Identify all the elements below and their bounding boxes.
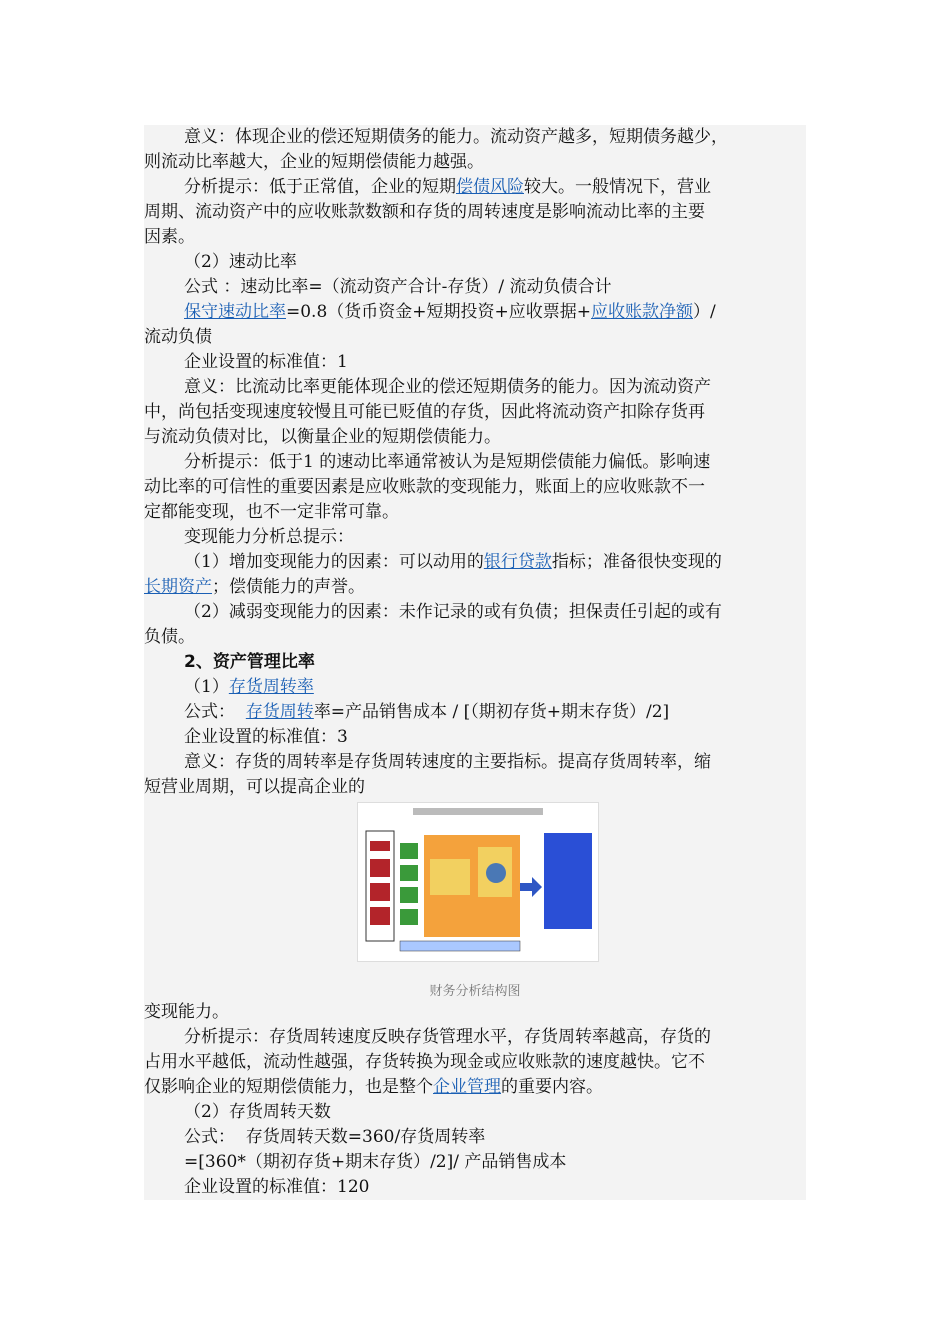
text-line [144, 1075, 806, 1100]
text-line: 企业设置的标准值：120 [184, 1177, 370, 1197]
text-line: 变现能力分析总提示： [184, 527, 354, 547]
text-line: 分析提示：低于1 的速动比率通常被认为是短期偿债能力偏低。影响速 [184, 452, 711, 472]
diagram-svg [358, 803, 598, 961]
formula-line [144, 700, 806, 725]
text-line: 中，尚包括变现速度较慢且可能已贬值的存货，因此将流动资产扣除存货再 [144, 402, 705, 422]
text-line: 企业设置的标准值：1 [184, 352, 348, 372]
formula-line: 公式 ：速动比率=（流动资产合计-存货）/ 流动负债合计 [184, 277, 612, 297]
link-conservative-quick-ratio[interactable]: 保守速动比率 [184, 302, 286, 322]
text-line: 定都能变现，也不一定非常可靠。 [144, 502, 399, 522]
text-line [144, 575, 806, 600]
text-line: 流动负债 [144, 327, 212, 347]
text-line: 意义：比流动比率更能体现企业的偿还短期债务的能力。因为流动资产 [184, 377, 711, 397]
document-body [144, 125, 806, 1200]
section-heading [144, 675, 806, 700]
text-span: ）/ [693, 302, 716, 322]
text-line: 分析提示：存货周转速度反映存货管理水平，存货周转率越高，存货的 [184, 1027, 711, 1047]
text-line: 企业设置的标准值：3 [184, 727, 348, 747]
link-debt-risk[interactable]: 偿债风险 [456, 177, 524, 197]
text-line: 意义：存货的周转率是存货周转速度的主要指标。提高存货周转率，缩 [184, 752, 711, 772]
text-line: （2）减弱变现能力的因素：未作记录的或有负债；担保责任引起的或有 [184, 602, 722, 622]
formula-line [144, 300, 806, 325]
link-long-term-assets[interactable]: 长期资产 [144, 577, 212, 597]
text-line [144, 175, 806, 200]
link-inventory-turnover[interactable]: 存货周转率 [228, 677, 314, 697]
figure-caption: 财务分析结构图 [429, 984, 521, 999]
text-span: 率=产品销售成本 / [（期初存货+期末存货）/2] [313, 702, 670, 722]
text-span: 的重要内容。 [501, 1077, 603, 1097]
text-span: （1）增加变现能力的因素：可以动用的 [184, 552, 484, 572]
text-line: 短营业周期，可以提高企业的 [144, 777, 365, 797]
text-span: 指标；准备很快变现的 [551, 552, 722, 572]
section-heading: （2）存货周转天数 [184, 1102, 331, 1122]
text-line: 与流动负债对比，以衡量企业的短期偿债能力。 [144, 427, 501, 447]
text-span: =0.8（货币资金+短期投资+应收票据+ [286, 302, 592, 322]
text-span: 公式： [184, 702, 246, 722]
text-span: ；偿债能力的声誉。 [212, 577, 365, 597]
section-heading: 2、资产管理比率 [184, 652, 315, 672]
text-line: 动比率的可信性的重要因素是应收账款的变现能力，账面上的应收账款不一 [144, 477, 705, 497]
text-span: 较大。一般情况下，营业 [524, 177, 711, 197]
text-line: 占用水平越低，流动性越强，存货转换为现金或应收账款的速度越快。它不 [144, 1052, 705, 1072]
text-line: 负债。 [144, 627, 195, 647]
link-net-receivables[interactable]: 应收账款净额 [591, 302, 694, 322]
text-span: 分析提示：低于正常值，企业的短期 [184, 177, 456, 197]
section-heading: （2）速动比率 [184, 252, 297, 272]
text-line: 变现能力。 [144, 1002, 229, 1022]
link-bank-loans[interactable]: 银行贷款 [483, 552, 552, 572]
link-enterprise-management[interactable]: 企业管理 [433, 1077, 501, 1097]
text-line: 意义：体现企业的偿还短期债务的能力。流动资产越多，短期债务越少， [184, 127, 728, 147]
text-span: 仅影响企业的短期偿债能力，也是整个 [144, 1077, 433, 1097]
text-line [144, 550, 806, 575]
link-inventory-turnover-2[interactable]: 存货周转 [245, 702, 314, 722]
architecture-diagram-image [357, 802, 599, 962]
formula-line: =[360*（期初存货+期末存货）/2]/ 产品销售成本 [184, 1152, 567, 1172]
text-line: 则流动比率越大，企业的短期偿债能力越强。 [144, 152, 484, 172]
text-line: 因素。 [144, 227, 195, 247]
text-line: 周期、流动资产中的应收账款数额和存货的周转速度是影响流动比率的主要 [144, 202, 705, 222]
text-span: （1） [184, 677, 229, 697]
formula-line: 公式： 存货周转天数=360/存货周转率 [184, 1127, 486, 1147]
figure [144, 800, 806, 1000]
